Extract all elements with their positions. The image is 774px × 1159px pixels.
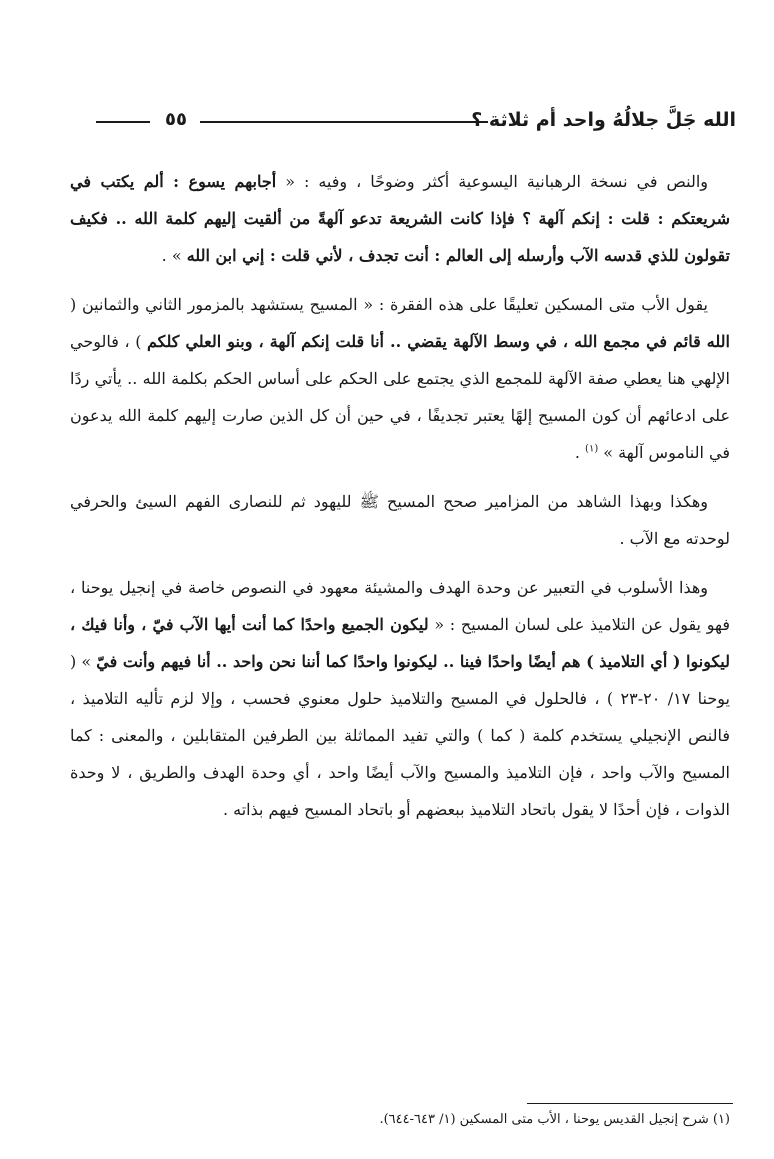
text-run: والنص في نسخة الرهبانية اليسوعية أكثر وضوحًا ، وفيه : «: [276, 172, 709, 191]
paragraph: [70, 286, 730, 471]
quoted-text: أجابهم يسوع : ألم يكتب في شريعتكم : قلت : إنكم آلهة ؟ فإذا كانت الشريعة تدعو آلهةً من ألقيت إليهم كلمة الله .. فكيف تقولون للذي قدسه الآب وأرسله إلى العالم : أنت تجدف ، لأني قلت : إني ابن الله: [70, 172, 730, 265]
text-run: » ( يوحنا ١٧/ ٢٠-٢٣ ) ، فالحلول في المسيح والتلاميذ حلول معنوي فحسب ، وإلا لزم تأليه التلاميذ ، فالنص الإنجيلي يستخدم كلمة ( كما ) والتي تفيد المماثلة بين الطرفين المتقابلين ، والمعنى : كما المسيح والآب واحد ، فإن التلاميذ والمسيح والآب أيضًا واحد ، أي وحدة الهدف والطريق ، لا وحدة الذوات ، فإن أحدًا لا يقول باتحاد التلاميذ ببعضهم أو باتحاد المسيح فيهم بذاته .: [70, 652, 730, 819]
text-run: يقول الأب متى المسكين تعليقًا على هذه الفقرة : « المسيح يستشهد بالمزمور الثاني والثمانين (: [70, 295, 708, 314]
quoted-text: ليكون الجميع واحدًا كما أنت أيها الآب فيّ ، وأنا فيك ، ليكونوا ( أي التلاميذ ) هم أيضًا واحدًا فينا .. ليكونوا واحدًا كما أننا نحن واحد .. أنا فيهم وأنت فيّ: [70, 615, 731, 671]
footnote-ref: (١): [585, 443, 599, 455]
header-rule-short: [96, 121, 150, 123]
body-text: [70, 163, 730, 840]
text-run: وهذا الأسلوب في التعبير عن وحدة الهدف والمشيئة معهود في النصوص خاصة في إنجيل يوحنا ، فهو يقول عن التلاميذ على لسان المسيح : «: [70, 578, 730, 634]
footnote: (١) شرح إنجيل القديس يوحنا ، الأب متى المسكين (١/ ٦٤٣-٦٤٤).: [379, 1112, 730, 1127]
quoted-text: الله قائم في مجمع الله ، في وسط الآلهة يقضي .. أنا قلت إنكم آلهة ، وبنو العلي كلكم: [147, 332, 730, 351]
footnote-separator: [527, 1103, 733, 1104]
header-rule: [200, 121, 488, 123]
text-run: » .: [161, 246, 187, 265]
paragraph: [70, 163, 730, 274]
text-run: ) ، فالوحي الإلهي هنا يعطي صفة الآلهة للمجمع الذي يجتمع على الحكم على أساس الحكم بكلمة الله .. يأتي ردًا على ادعائهم أن كون المسيح إلهًا يعتبر تجديفًا ، في حين أن كل الذين صارت إليهم كلمة الله يدعون في الناموس آلهة »: [70, 332, 731, 462]
paragraph: [70, 483, 730, 557]
text-run: .: [574, 443, 586, 462]
page-header: [96, 105, 736, 139]
running-title: الله جَلَّ جلالُهُ واحد أم ثلاثة ؟: [471, 109, 736, 131]
paragraph: [70, 569, 730, 828]
page-number: ٥٥: [165, 109, 187, 130]
text-run: وهكذا وبهذا الشاهد من المزامير صحح المسيح ﷺ لليهود ثم للنصارى الفهم السيئ والحرفي لوحدته مع الآب .: [70, 492, 730, 548]
